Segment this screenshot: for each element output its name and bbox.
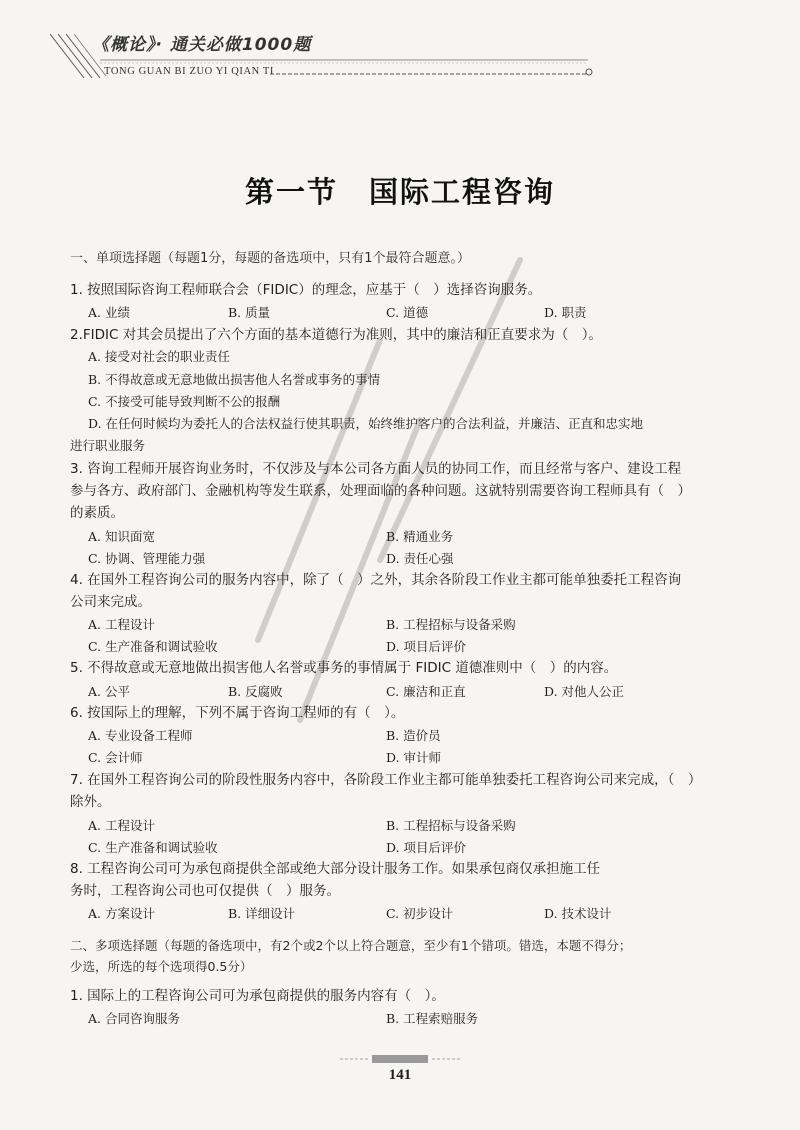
q7-option-b: B. 工程招标与设备采购: [386, 818, 516, 833]
q5-option-a: A. 公平: [88, 684, 130, 699]
q6-stem: 6. 按国际上的理解，下列不属于咨询工程师的有（ ）。: [70, 705, 405, 721]
part1-heading: 一、单项选择题（每题1分，每题的备选项中，只有1个最符合题意。）: [70, 251, 471, 266]
q6-option-d: D. 审计师: [386, 750, 442, 765]
q6-option-c: C. 会计师: [88, 750, 143, 765]
q5-option-b: B. 反腐败: [228, 684, 283, 699]
q8-option-b: B. 详细设计: [228, 906, 296, 921]
q5-option-d: D. 对他人公正: [544, 684, 625, 699]
q6-option-a: A. 专业设备工程师: [88, 728, 193, 743]
q1-option-c: C. 道德: [386, 305, 429, 320]
q1-stem: 1. 按照国际咨询工程师联合会（FIDIC）的理念，应基于（ ）选择咨询服务。: [70, 282, 542, 298]
p2-q1-option-b: B. 工程索赔服务: [386, 1011, 479, 1026]
p2-q1-stem: 1. 国际上的工程咨询公司可为承包商提供的服务内容有（ ）。: [70, 988, 445, 1004]
q3-stem-line2: 参与各方、政府部门、金融机构等发生联系，处理面临的各种问题。这就特别需要咨询工程师具有（ ）: [70, 483, 691, 499]
q5-option-c: C. 廉洁和正直: [386, 684, 466, 699]
q4-stem-line1: 4. 在国外工程咨询公司的服务内容中，除了（ ）之外，其余各阶段工作业主都可能单独委托工程咨询: [70, 572, 682, 588]
q2-option-c: C. 不接受可能导致判断不公的报酬: [88, 394, 281, 409]
q2-option-a: A. 接受对社会的职业责任: [88, 349, 230, 364]
q7-stem-line1: 7. 在国外工程咨询公司的阶段性服务内容中，各阶段工作业主都可能单独委托工程咨询公司来完成，（ ）: [70, 772, 702, 788]
q1-option-b: B. 质量: [228, 305, 271, 320]
q6-option-b: B. 造价员: [386, 728, 441, 743]
page-number: 141: [388, 1067, 412, 1083]
q8-stem-line2: 务时，工程咨询公司也可仅提供（ ）服务。: [70, 883, 340, 899]
q3-option-c: C. 协调、管理能力强: [88, 551, 206, 566]
q8-option-d: D. 技术设计: [544, 906, 612, 921]
q3-option-d: D. 责任心强: [386, 551, 454, 566]
q7-option-d: D. 项目后评价: [386, 840, 467, 855]
q8-stem-line1: 8. 工程咨询公司可为承包商提供全部或绝大部分设计服务工作。如果承包商仅承担施工任: [70, 861, 601, 877]
q8-option-a: A. 方案设计: [88, 906, 155, 921]
q3-stem-line3: 的素质。: [70, 505, 124, 521]
q2-stem: 2.FIDIC 对其会员提出了六个方面的基本道德行为准则，其中的廉洁和正直要求为（ ）。: [70, 327, 602, 343]
q3-stem-line1: 3. 咨询工程师开展咨询业务时，不仅涉及与本公司各方面人员的协同工作，而且经常与客户、建设工程: [70, 461, 682, 477]
q7-option-a: A. 工程设计: [88, 818, 155, 833]
part2-heading-line1: 二、多项选择题（每题的备选项中，有2个或2个以上符合题意，至少有1个错项。错选，本题不得分；: [70, 938, 632, 953]
section-title: 第一节 国际工程咨询: [244, 175, 555, 209]
q4-option-d: D. 项目后评价: [386, 639, 467, 654]
q4-option-b: B. 工程招标与设备采购: [386, 617, 516, 632]
q8-option-c: C. 初步设计: [386, 906, 454, 921]
q4-stem-line2: 公司来完成。: [70, 594, 151, 610]
q3-option-a: A. 知识面宽: [88, 529, 155, 544]
q7-option-c: C. 生产准备和调试验收: [88, 840, 218, 855]
part2-heading-line2: 少选，所选的每个选项得0.5分）: [70, 959, 253, 974]
q5-stem: 5. 不得故意或无意地做出损害他人名誉或事务的事情属于 FIDIC 道德准则中（ ）的内容。: [70, 660, 618, 676]
book-subtitle: TONG GUAN BI ZUO YI QIAN TI: [104, 66, 274, 77]
book-title: 《概论》· 通关必做1000题: [92, 35, 312, 55]
q1-option-a: A. 业绩: [88, 305, 130, 320]
q4-option-c: C. 生产准备和调试验收: [88, 639, 218, 654]
q2-option-d-line2: 进行职业服务: [70, 438, 146, 453]
q7-stem-line2: 除外。: [70, 794, 111, 810]
p2-q1-option-a: A. 合同咨询服务: [88, 1011, 180, 1026]
page-number-decoration: [340, 1052, 460, 1066]
q4-option-a: A. 工程设计: [88, 617, 155, 632]
q2-option-b: B. 不得故意或无意地做出损害他人名誉或事务的事情: [88, 372, 381, 387]
q3-option-b: B. 精通业务: [386, 529, 454, 544]
q2-option-d-line1: D. 在任何时候均为委托人的合法权益行使其职责，始终维护客户的合法利益，并廉洁、正直和忠实地: [88, 416, 644, 431]
q1-option-d: D. 职责: [544, 305, 587, 320]
